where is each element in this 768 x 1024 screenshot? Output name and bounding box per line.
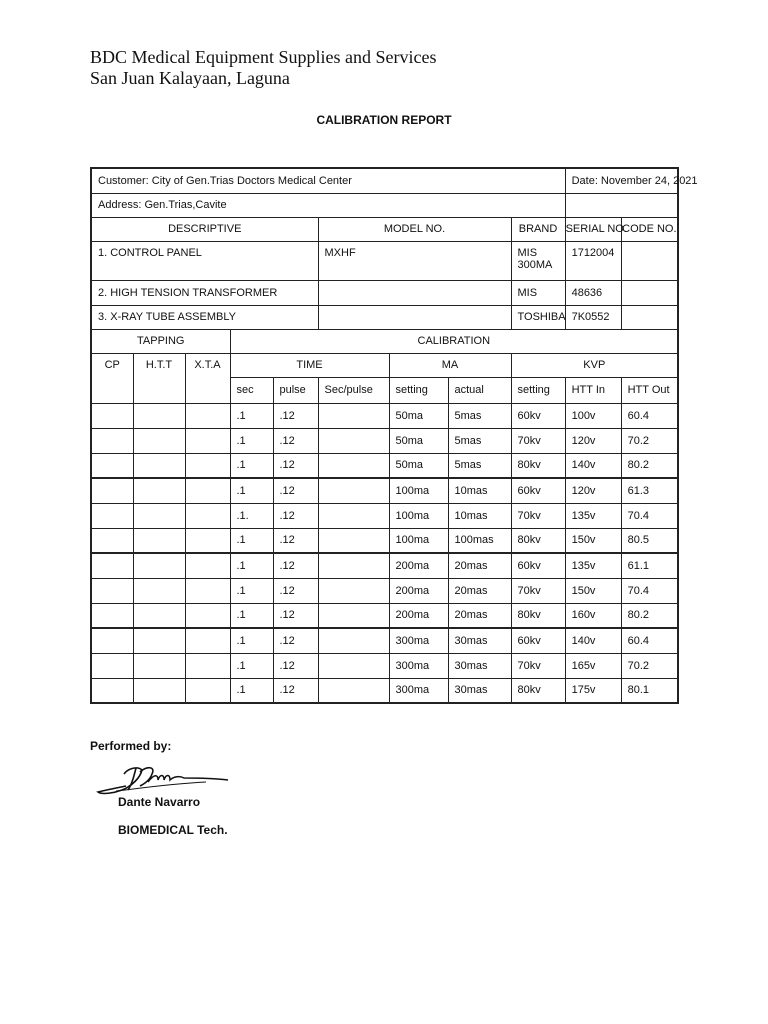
ma-actual-cell: 30mas — [448, 678, 511, 703]
pulse-cell: .12 — [273, 553, 318, 578]
kvp-group-header: KVP — [511, 353, 678, 377]
company-address: San Juan Kalayaan, Laguna — [90, 68, 290, 88]
tapping-htt-cell — [133, 678, 185, 703]
htt-out-cell: 61.1 — [621, 553, 678, 578]
equipment-descriptive: 1. CONTROL PANEL — [91, 241, 318, 280]
equipment-brand: MIS — [511, 280, 565, 305]
pulse-cell: .12 — [273, 453, 318, 478]
brand-line-1: MIS — [517, 246, 538, 259]
tapping-htt-cell — [133, 628, 185, 653]
sec-cell: .1 — [230, 578, 273, 603]
htt-out-cell: 70.2 — [621, 428, 678, 453]
sec-per-pulse-cell — [318, 578, 389, 603]
address-cell: Address: Gen.Trias,Cavite — [91, 193, 565, 217]
report-title: CALIBRATION REPORT — [316, 113, 452, 127]
htt-in-cell: 140v — [565, 628, 621, 653]
sec-cell: .1. — [230, 503, 273, 528]
pulse-cell: .12 — [273, 678, 318, 703]
sub-header-kvp-setting: setting — [511, 377, 565, 403]
calibration-label: CALIBRATION — [230, 329, 678, 353]
pulse-cell: .12 — [273, 628, 318, 653]
ma-setting-cell: 100ma — [389, 528, 448, 553]
sec-per-pulse-cell — [318, 528, 389, 553]
sec-cell: .1 — [230, 528, 273, 553]
ma-actual-cell: 20mas — [448, 553, 511, 578]
ma-actual-cell: 10mas — [448, 478, 511, 503]
tapping-xta-cell — [185, 578, 230, 603]
tapping-cp-cell — [91, 578, 133, 603]
tapping-xta-cell — [185, 603, 230, 628]
tapping-htt-header: H.T.T — [133, 353, 185, 403]
equipment-code — [621, 241, 678, 280]
sec-cell: .1 — [230, 478, 273, 503]
pulse-cell: .12 — [273, 403, 318, 428]
kvp-setting-cell: 60kv — [511, 403, 565, 428]
calibration-report-table — [90, 167, 698, 704]
group-header-row — [91, 353, 678, 377]
htt-in-cell: 175v — [565, 678, 621, 703]
customer-row — [91, 168, 678, 193]
header-serial-no: SERIAL NO. — [565, 217, 621, 241]
sub-header-pulse: pulse — [273, 377, 318, 403]
kvp-setting-cell: 60kv — [511, 628, 565, 653]
htt-in-cell: 135v — [565, 503, 621, 528]
ma-setting-cell: 50ma — [389, 453, 448, 478]
htt-out-cell: 80.5 — [621, 528, 678, 553]
tapping-cp-cell — [91, 603, 133, 628]
sub-header-sec: sec — [230, 377, 273, 403]
equipment-code — [621, 280, 678, 305]
address-row — [91, 193, 678, 217]
signer-name: Dante Navarro — [118, 795, 201, 809]
ma-actual-cell: 20mas — [448, 578, 511, 603]
calibration-row — [91, 603, 678, 628]
calibration-row — [91, 403, 678, 428]
tapping-cp-cell — [91, 553, 133, 578]
equipment-serial: 7K0552 — [565, 305, 621, 329]
tapping-xta-header: X.T.A — [185, 353, 230, 403]
pulse-cell: .12 — [273, 603, 318, 628]
sub-header-ma-actual: actual — [448, 377, 511, 403]
kvp-setting-cell: 70kv — [511, 503, 565, 528]
kvp-setting-cell: 60kv — [511, 478, 565, 503]
htt-out-cell: 80.1 — [621, 678, 678, 703]
tapping-cp-header: CP — [91, 353, 133, 403]
pulse-cell: .12 — [273, 578, 318, 603]
sec-cell: .1 — [230, 453, 273, 478]
htt-out-cell: 70.2 — [621, 653, 678, 678]
ma-setting-cell: 200ma — [389, 553, 448, 578]
pulse-cell: .12 — [273, 478, 318, 503]
htt-in-cell: 120v — [565, 428, 621, 453]
ma-setting-cell: 50ma — [389, 403, 448, 428]
sec-cell: .1 — [230, 653, 273, 678]
equipment-header-row — [91, 217, 678, 241]
equipment-model: MXHF — [318, 241, 511, 280]
htt-in-cell: 100v — [565, 403, 621, 428]
calibration-row — [91, 428, 678, 453]
sec-cell: .1 — [230, 603, 273, 628]
htt-in-cell: 135v — [565, 553, 621, 578]
sec-cell: .1 — [230, 553, 273, 578]
ma-setting-cell: 300ma — [389, 628, 448, 653]
ma-setting-cell: 200ma — [389, 578, 448, 603]
ma-setting-cell: 200ma — [389, 603, 448, 628]
sec-per-pulse-cell — [318, 428, 389, 453]
calibration-row — [91, 478, 678, 503]
tapping-htt-cell — [133, 503, 185, 528]
calibration-row — [91, 628, 678, 653]
tapping-htt-cell — [133, 578, 185, 603]
tapping-cp-cell — [91, 653, 133, 678]
header-descriptive: DESCRIPTIVE — [91, 217, 318, 241]
ma-actual-cell: 10mas — [448, 503, 511, 528]
signer-title: BIOMEDICAL Tech. — [118, 823, 228, 837]
calibration-rows — [91, 403, 678, 703]
equipment-row — [91, 241, 678, 280]
equipment-brand: TOSHIBA — [511, 305, 565, 329]
htt-out-cell: 60.4 — [621, 403, 678, 428]
tapping-htt-cell — [133, 528, 185, 553]
performed-by-label: Performed by: — [90, 739, 172, 753]
tapping-label: TAPPING — [91, 329, 230, 353]
sec-cell: .1 — [230, 428, 273, 453]
sec-per-pulse-cell — [318, 503, 389, 528]
brand-line-2: 300MA — [517, 258, 553, 271]
sub-header-ma-setting: setting — [389, 377, 448, 403]
sec-cell: .1 — [230, 403, 273, 428]
customer-cell: Customer: City of Gen.Trias Doctors Medical Center — [91, 168, 565, 193]
htt-in-cell: 160v — [565, 603, 621, 628]
equipment-brand — [511, 241, 565, 280]
tapping-cp-cell — [91, 428, 133, 453]
tapping-cp-cell — [91, 503, 133, 528]
tapping-htt-cell — [133, 403, 185, 428]
tapping-cp-cell — [91, 478, 133, 503]
kvp-setting-cell: 80kv — [511, 453, 565, 478]
ma-actual-cell: 20mas — [448, 603, 511, 628]
kvp-setting-cell: 60kv — [511, 553, 565, 578]
ma-actual-cell: 5mas — [448, 453, 511, 478]
htt-out-cell: 61.3 — [621, 478, 678, 503]
kvp-setting-cell: 70kv — [511, 428, 565, 453]
header-brand: BRAND — [511, 217, 565, 241]
pulse-cell: .12 — [273, 428, 318, 453]
tapping-xta-cell — [185, 628, 230, 653]
kvp-setting-cell: 70kv — [511, 578, 565, 603]
ma-group-header: MA — [389, 353, 511, 377]
section-header-row — [91, 329, 678, 353]
equipment-descriptive: 2. HIGH TENSION TRANSFORMER — [91, 280, 318, 305]
date-cell: Date: November 24, 2021 — [565, 168, 678, 193]
sec-per-pulse-cell — [318, 553, 389, 578]
ma-actual-cell: 30mas — [448, 628, 511, 653]
htt-out-cell: 80.2 — [621, 603, 678, 628]
calibration-row — [91, 678, 678, 703]
ma-setting-cell: 300ma — [389, 653, 448, 678]
header-model-no: MODEL NO. — [318, 217, 511, 241]
equipment-code — [621, 305, 678, 329]
company-name: BDC Medical Equipment Supplies and Services — [90, 47, 437, 67]
equipment-model — [318, 305, 511, 329]
ma-actual-cell: 100mas — [448, 528, 511, 553]
kvp-setting-cell: 70kv — [511, 653, 565, 678]
kvp-setting-cell: 80kv — [511, 528, 565, 553]
equipment-descriptive: 3. X-RAY TUBE ASSEMBLY — [91, 305, 318, 329]
sec-per-pulse-cell — [318, 628, 389, 653]
time-group-header: TIME — [230, 353, 389, 377]
htt-in-cell: 165v — [565, 653, 621, 678]
tapping-htt-cell — [133, 653, 185, 678]
equipment-model — [318, 280, 511, 305]
tapping-htt-cell — [133, 603, 185, 628]
ma-actual-cell: 30mas — [448, 653, 511, 678]
equipment-row — [91, 305, 678, 329]
calibration-row — [91, 653, 678, 678]
sec-per-pulse-cell — [318, 653, 389, 678]
ma-setting-cell: 100ma — [389, 478, 448, 503]
htt-out-cell: 80.2 — [621, 453, 678, 478]
tapping-xta-cell — [185, 503, 230, 528]
header-code-no: CODE NO. — [621, 217, 678, 241]
ma-actual-cell: 5mas — [448, 403, 511, 428]
htt-out-cell: 70.4 — [621, 578, 678, 603]
pulse-cell: .12 — [273, 653, 318, 678]
sec-per-pulse-cell — [318, 603, 389, 628]
equipment-row — [91, 280, 678, 305]
sec-cell: .1 — [230, 678, 273, 703]
htt-in-cell: 150v — [565, 578, 621, 603]
tapping-xta-cell — [185, 678, 230, 703]
kvp-setting-cell: 80kv — [511, 678, 565, 703]
tapping-xta-cell — [185, 428, 230, 453]
address-blank-cell — [565, 193, 678, 217]
sec-cell: .1 — [230, 628, 273, 653]
tapping-cp-cell — [91, 678, 133, 703]
sub-header-htt-out: HTT Out — [621, 377, 678, 403]
tapping-cp-cell — [91, 528, 133, 553]
ma-actual-cell: 5mas — [448, 428, 511, 453]
tapping-xta-cell — [185, 653, 230, 678]
tapping-htt-cell — [133, 428, 185, 453]
htt-in-cell: 120v — [565, 478, 621, 503]
sub-header-htt-in: HTT In — [565, 377, 621, 403]
sec-per-pulse-cell — [318, 453, 389, 478]
tapping-htt-cell — [133, 453, 185, 478]
calibration-row — [91, 503, 678, 528]
tapping-xta-cell — [185, 553, 230, 578]
equipment-serial: 48636 — [565, 280, 621, 305]
sec-per-pulse-cell — [318, 678, 389, 703]
tapping-xta-cell — [185, 528, 230, 553]
tapping-cp-cell — [91, 403, 133, 428]
calibration-row — [91, 578, 678, 603]
sec-per-pulse-cell — [318, 478, 389, 503]
calibration-row — [91, 553, 678, 578]
tapping-htt-cell — [133, 478, 185, 503]
ma-setting-cell: 50ma — [389, 428, 448, 453]
tapping-cp-cell — [91, 453, 133, 478]
tapping-xta-cell — [185, 453, 230, 478]
signature-image — [96, 760, 236, 800]
kvp-setting-cell: 80kv — [511, 603, 565, 628]
ma-setting-cell: 300ma — [389, 678, 448, 703]
calibration-row — [91, 528, 678, 553]
equipment-serial: 1712004 — [565, 241, 621, 280]
ma-setting-cell: 100ma — [389, 503, 448, 528]
htt-out-cell: 60.4 — [621, 628, 678, 653]
htt-in-cell: 140v — [565, 453, 621, 478]
tapping-xta-cell — [185, 478, 230, 503]
htt-in-cell: 150v — [565, 528, 621, 553]
tapping-htt-cell — [133, 553, 185, 578]
tapping-xta-cell — [185, 403, 230, 428]
htt-out-cell: 70.4 — [621, 503, 678, 528]
sub-header-sec-per-pulse: Sec/pulse — [318, 377, 389, 403]
pulse-cell: .12 — [273, 528, 318, 553]
pulse-cell: .12 — [273, 503, 318, 528]
calibration-row — [91, 453, 678, 478]
sec-per-pulse-cell — [318, 403, 389, 428]
tapping-cp-cell — [91, 628, 133, 653]
